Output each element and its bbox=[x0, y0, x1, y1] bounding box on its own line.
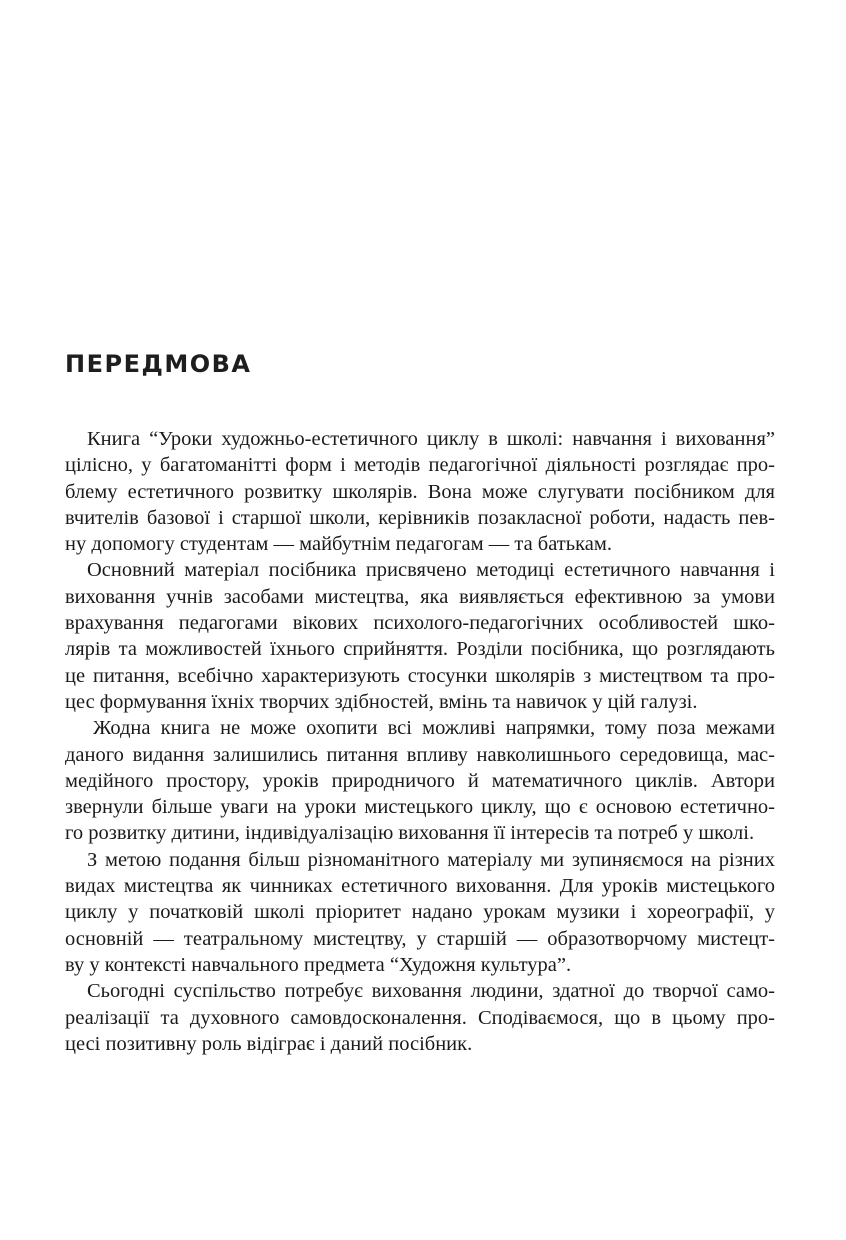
paragraph bbox=[65, 847, 775, 978]
text-line: ву у контексті навчального предмета “Художня культура”. bbox=[65, 953, 572, 976]
text-line: звернули більше уваги на уроки мистецького циклу, що є основою естетично- bbox=[65, 796, 775, 819]
paragraph bbox=[65, 557, 775, 715]
text-line: циклу у початковій школі пріоритет надано урокам музики і хореографії, у bbox=[65, 901, 775, 924]
preface-body bbox=[65, 426, 775, 1057]
text-line: го розвитку дитини, індивідуалізацію виховання її інтересів та потреб у школі. bbox=[65, 822, 755, 845]
text-line: цесі позитивну роль відіграє і даний посібник. bbox=[65, 1032, 473, 1055]
text-line: вчителів базової і старшої школи, керівників позакласної роботи, надасть пев- bbox=[65, 506, 775, 529]
page-title: ПЕРЕДМОВА bbox=[65, 350, 252, 378]
text-line: блему естетичного розвитку школярів. Вона може слугувати посібником для bbox=[65, 480, 775, 503]
text-line: Основний матеріал посібника присвячено методиці естетичного навчання і bbox=[87, 559, 775, 582]
text-line: ну допомогу студентам — майбутнім педагогам — та батькам. bbox=[65, 533, 612, 556]
text-line: Сьогодні суспільство потребує виховання людини, здатної до творчої само- bbox=[87, 980, 775, 1003]
text-line: Книга “Уроки художньо-естетичного циклу в школі: навчання і виховання” bbox=[87, 428, 775, 450]
text-line: лярів та можливостей їхнього сприйняття. Розділи посібника, що розглядають bbox=[65, 638, 775, 661]
paragraph bbox=[65, 715, 775, 846]
text-line: виховання учнів засобами мистецтва, яка виявляється ефективною за умови bbox=[65, 585, 775, 608]
paragraph bbox=[65, 978, 775, 1057]
text-line: цес формування їхніх творчих здібностей, вмінь та навичок у цій галузі. bbox=[65, 690, 698, 713]
paragraph bbox=[65, 426, 775, 557]
text-line: реалізації та духовного самовдосконалення. Сподіваємося, що в цьому про- bbox=[65, 1006, 775, 1029]
text-line: цілісно, у багатоманітті форм і методів педагогічної діяльності розглядає про- bbox=[65, 454, 775, 477]
text-line: Жодна книга не може охопити всі можливі напрямки, тому поза межами bbox=[93, 717, 775, 740]
text-line: це питання, всебічно характеризують стосунки школярів з мистецтвом та про- bbox=[65, 664, 775, 687]
text-line: З метою подання більш різноманітного матеріалу ми зупиняємося на різних bbox=[87, 848, 775, 871]
text-line: видах мистецтва як чинниках естетичного виховання. Для уроків мистецького bbox=[65, 875, 775, 898]
text-line: врахування педагогами вікових психолого-педагогічних особливостей шко- bbox=[65, 612, 775, 635]
text-line: даного видання залишились питання впливу навколишнього середовища, мас- bbox=[65, 743, 775, 766]
text-line: медійного простору, уроків природничого й математичного циклів. Автори bbox=[65, 769, 775, 792]
text-line: основній — театральному мистецтву, у старшій — образотворчому мистецт- bbox=[65, 927, 775, 950]
